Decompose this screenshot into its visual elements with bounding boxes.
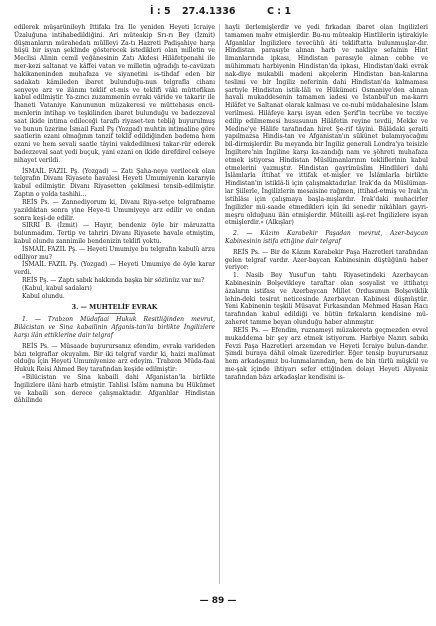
paragraph: 1. Nasib Bey Yusuf'un tahtı Riyasetindeki Azerbaycan Kabinesinin Bolşevikleye taraftar olan sosyalist ve ittihatçı âzaların istifası ve Azerbaycan Millet Ordusunun Bolşeviklik lehin-deki tesirat neticesinde Azerbaycan Kabinesi düşmüştür. Yeni Kabinenin teşkili Müsavat Fırkasından Mehmed Hasan Hacı tarafından kabul edildiği ve bütün fırkaların kendisine mü-zaheret tamme beyan olunduğu haber alınmıştır. bbox=[225, 272, 428, 327]
right-column bbox=[225, 24, 428, 590]
paragraph: Kabul olundu. bbox=[22, 292, 65, 300]
paragraph: İSMAİL FAZIL Pş. — Heyeti Umumiye bu telgrafın kabulü arzu ediliyor mu? bbox=[14, 245, 215, 261]
paragraph: İSMAİL FAZIL Pş. (Yozgad) — Heyeti Umumiye de öyle karar verdi. bbox=[14, 261, 215, 277]
column-divider bbox=[219, 24, 220, 584]
paragraph: REİS Ps. — Efendim, ruznameyi müzakereta geçmezden evvel mukaddema bir şey arz etmek istiyorum. Harbiye Nazırı sabıkı Fevzi Paşa Hazretleri arzemdan ve Heyeti İcraiye bulun-dandır. Şimdi buraya dâhil olmak üzeredirler. Eğer tensip buyurursanız hem arkadaşımız bu-lunmalarından, hem de bin türlü müşkül ve me-şak içinde ihtiyarı sefer ettiğinden dolayı Heyeti Aliyeniz tarafından bâzı arkadaşlar kendisini is- bbox=[225, 326, 428, 381]
paragraph: «Bilücistan ve Sina kabaili dahi Afganistan'la birlikte İngilizlere ilâni harb etmiştir. Tahlisi İslâm namına bu Hükümet ve kabaili son derece çalışmaktadır. Afganlılar Hindistan dâhilinde bbox=[14, 373, 215, 405]
paragraph: REİS Pş. — Zaptı sabık hakkında başka bir sözünüz var mı? bbox=[22, 277, 205, 284]
session-date: 27.4.1336 bbox=[182, 6, 236, 17]
agenda-item-title: 2. — Kâzım Karabekir Paşadan mevrut, Azer-baycan Kabinesinin istifa ettiğine dair telgraf bbox=[225, 230, 428, 245]
agenda-item-title: 1. — Trabzon Müdafaai Hukuk Resitliğinden mevrut, Bilâcistan ve Sina kabailinin Afganis-tan'la birlikte İngilizlere karşı ilân ettiklerine dair telgraf bbox=[14, 316, 215, 339]
paragraph: REİS Ps. — Zannediyorum ki, Divanı Riya-setçe telgrafname yazıldıktan sonra yine Heye-ti Umumiyeye arz edilir ve ondan sonra keşi-de edilir. bbox=[14, 198, 215, 222]
paragraph: hayli ilerlemişlerdir ve yedi fırkadan ibaret olan İngilizleri tamamen mahv etmişlerdir. Bu-nu müteakip Hintlilerin iştirakiyle Afganlılar İngilizlere tevecühü âti tekliftatta bulunmuşlar-dır. Hindistan parasıyle alınan harb ve nakliye sefainin Hint limanlarında ipkası, Hindistan parasıyle alınan cebhe ve mühimmatı harbiyenin Hindistan'da ipkası, Hindistan'daki evrak nak-diye mukabili madeni akçelerin Hindistan ban-kalarına teslimi ve bir İngiliz neferinin dahi Hindistan'da kalmaması şartıyle Hindistan istik-lâli ve Hükümeti Osmaniye'den alınan havali mukaddesenin tamamen iadesi ve İstanbul'un ma-karrı Hilâfet ve Saltanat olarak kalması ve ce-nubi müdahalesine İslam verilmesi. Hilâfeye karşı isyan eden Şerif'in tecrübe ve tecziye edilip edilmemesi hususunun Hilâfetin reyine tevdii, Mekke ve Medine'ye Hâlife tarafından hiret Şe-rif tâyini. Bâlâdaki şeraiti yapılmazsa Hindis-tan ve Afganistan'ın sükûnet bulamıyacağını bil-dirmişlerdir. Bu meyanda bir İngiliz generali Londra'ya teisizle İngiltere'nin İngiline karşı ka-zandığı nam ve şöhreti muhafaza etmek istiyorsa Hindistan Müslümanlarının tekliflerinin kabul etmelerini yazmıştır. Hindistan gayrimüslim Hindlileri dahi İslâmlarla ittihat ve ittifak et-mişler ve İslâmlarla birlikte Hindistan'ın istiklâ-li için çalışmaktadırlar. Irak'da da Müslüman-lar Şiilerle, İngilizlerin mesaisine rağmen, ittihad-etmiş ve Irak'ın istihlâsı için çalışmaya başla-mışlardır. Irak'daki muhacirler İngilizler mü-saade etmedikleri için iki senedir nikâhları gayri-meşru olduğunu ilân etmişlerdir. Müteilli aşi-ret İngilizlere isyan etmişlerdir.» (Alkışlar) bbox=[225, 24, 428, 227]
section-heading: 3. — MUHTELİF EVRAK bbox=[71, 303, 158, 312]
paragraph: REİS Ps. — Müsaade buyurursanız efendim, evrakı varideden bâzı telgraflar okuyalım. Bir iki telgraf vardır ki, haizi malûmat olduğu için Heyeti Umumiyenize arz edeyim. Trabzon Müda-faai Hukuk Reisi Ahmed Bey tarafından keşide edilmiştir: bbox=[14, 342, 215, 374]
paragraph: edilerek müşarünileyh İttifakı İra İle yeniden Heyeti İcraiye Üzaluğuna intihabedildiğini. Ari müteakip Srı-rı Bey (İzmit) düşmanların mürahedatı müllleyi Za-tı Hazreti Padişahiye harşı hüşü bir isyan şeklinde gösterecek istedikleri olan milletin ve Meclisi Alinin cemil yeğânesinin Zatı Akdesi Hilâfetpenahi ile mer-kezi saltanat ve kâffei vatan ve milletin uğradığı te-cavüzatı hakikaneninden muhafaza ve siyanetini is-tihdaf eden bir sadakatı kâmileden ibaret bulunduğu-nun telgrafla cihanı senyeye arz ve ilânını teklif et-mis ve teklifi vâki müttefikan kabul edilmiştir. Ya-zıncı zuzammenin evrakı vâride ve takarir ile İhaneti Vataniye Kanununun müzakeresi ve müttehasıs encü-menlerin intihap ve teşkilinden ibaret bulunduğu ve badezzeval saat ikide intima edileceği taraflı riyaset-ten tebliğ buyurulmuş ve bunun üzerine İsmail Fazıl Pş (Yozgad) muhtin intimaline göre saatlerin ezani olmağının tanzif teklif edildiğinden badema hem ezani ve hem sevali saatle tâyini vakdedilmesi takar-rür ederek badezzeval saat yedi buçuk, yani ezani on ikide direfdirel celseye nihayet verildi. bbox=[14, 24, 215, 164]
paragraph: (Kabul, kabul sadaları) bbox=[22, 284, 92, 292]
heading-rule bbox=[95, 313, 135, 314]
paragraph: İSMAİL FAZIL Pş. (Yozgad) — Zatı Şaha-neye verilecek olan telgrafın Divanı Riyasete havalesi Heyeti Umumiyenin kararıyle kabul edilmiştir. Divanı Riyasetten çekilmesi tensib-edilmiştir. Zaptın o yolda tashihi... bbox=[14, 167, 215, 199]
paragraph: SIRRI B. (İzmit) — Hayır, bendeniz öyle bir mâruzatta bulunmadım. Tertip ve tahriri Divanı Riyasete havale etmiştim, kabul olundu zannimile bendenizin teklifi yoktu. bbox=[14, 222, 215, 245]
page-header bbox=[0, 6, 436, 20]
volume-number: C : 1 bbox=[267, 6, 291, 17]
paragraph: REİS Ps. — Bir de Kâzım Karabekir Paşa Hazretleri tarafından gelen telgraf vardır. Azer-baycan Kabinesinin düştüğünü haber veriyor: bbox=[225, 248, 428, 272]
left-column bbox=[14, 24, 215, 590]
issue-number: İ : 5 bbox=[150, 6, 171, 17]
page-number: — 89 — bbox=[199, 596, 237, 606]
